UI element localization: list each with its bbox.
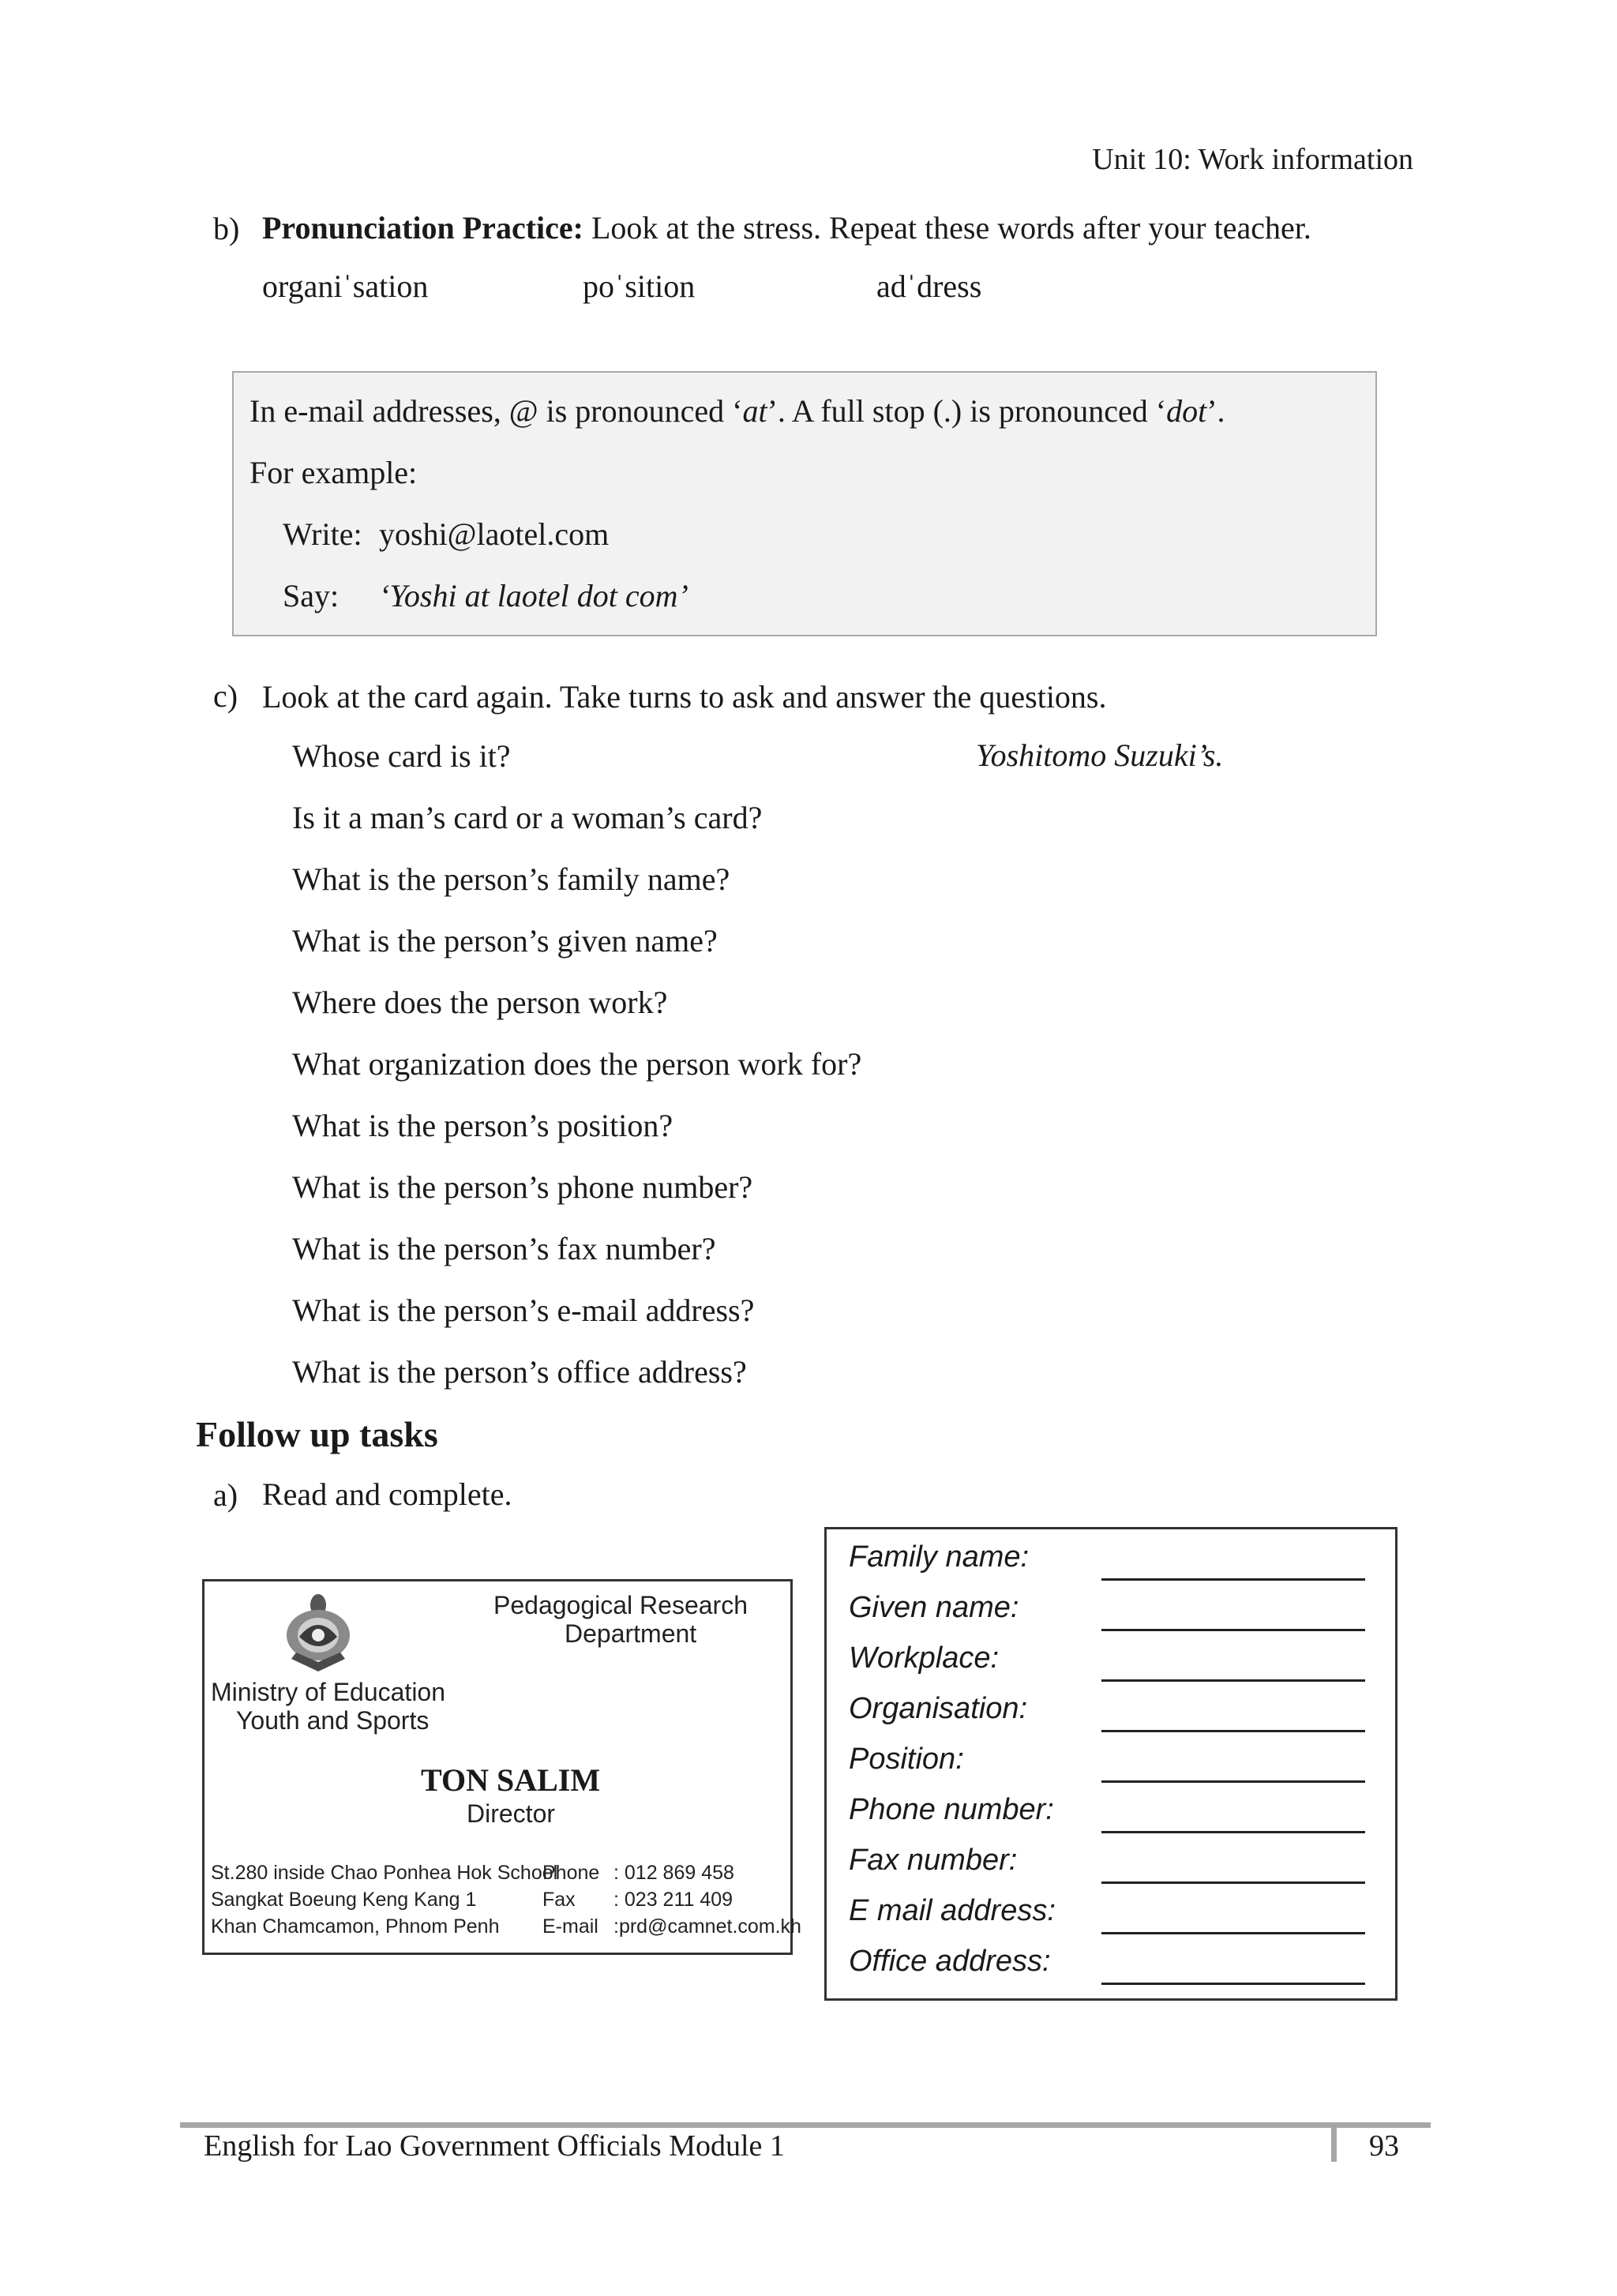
note-at: at (742, 393, 767, 429)
business-card (202, 1579, 801, 1955)
follow-up-instruction: Read and complete. (262, 1476, 512, 1512)
card-person-name: TON SALIM (421, 1762, 601, 1798)
item-letter-c: c) (213, 678, 238, 714)
form-label-position: Position: (849, 1743, 964, 1776)
footer-rule (180, 2122, 1431, 2128)
card-email-label: E-mail (542, 1915, 598, 1938)
note-dot: dot (1166, 393, 1207, 429)
pronunciation-text: Look at the stress. Repeat these words after your teacher. (583, 210, 1311, 246)
note-text-b: ’. A full stop (.) is pronounced ‘ (767, 393, 1167, 429)
note-write-value: yoshi@laotel.com (379, 516, 610, 552)
card-fax-label: Fax (542, 1889, 576, 1911)
card-contact-labels (542, 1859, 599, 1940)
question-10: What is the person’s e-mail address? (292, 1292, 755, 1328)
form-blank-phone[interactable] (1101, 1831, 1365, 1833)
form-label-fax: Fax number: (849, 1844, 1018, 1877)
form-blank-position[interactable] (1101, 1780, 1365, 1783)
form-blank-given-name[interactable] (1101, 1629, 1365, 1631)
card-address-line-3: Khan Chamcamon, Phnom Penh (211, 1915, 500, 1938)
question-9: What is the person’s fax number? (292, 1231, 716, 1266)
card-address (211, 1859, 557, 1940)
form-label-organisation: Organisation: (849, 1692, 1028, 1725)
form-label-email: E mail address: (849, 1894, 1056, 1927)
complete-form (824, 1527, 1398, 2001)
card-address-line-2: Sangkat Boeung Keng Kang 1 (211, 1889, 477, 1911)
question-4: What is the person’s given name? (292, 923, 718, 959)
form-blank-family-name[interactable] (1101, 1578, 1365, 1581)
note-say-label: Say: (283, 578, 340, 613)
card-email-value: :prd@camnet.com.kh (613, 1915, 801, 1938)
question-8: What is the person’s phone number? (292, 1169, 753, 1205)
form-label-given-name: Given name: (849, 1591, 1019, 1624)
question-5: Where does the person work? (292, 985, 668, 1020)
card-contact-values (613, 1859, 801, 1940)
note-write-label: Write: (283, 516, 362, 552)
note-line-2: For example: (249, 455, 418, 490)
card-phone-value: : 012 869 458 (613, 1862, 734, 1884)
form-label-phone: Phone number: (849, 1793, 1054, 1826)
note-text-c: ’. (1206, 393, 1225, 429)
note-text-a: In e-mail addresses, @ is pronounced ‘ (249, 393, 743, 429)
footer-title: English for Lao Government Officials Module 1 (204, 2129, 785, 2163)
form-blank-organisation[interactable] (1101, 1730, 1365, 1732)
example-answer: Yoshitomo Suzuki’s. (976, 737, 1224, 773)
item-letter-a: a) (213, 1477, 238, 1513)
form-label-office-address: Office address: (849, 1945, 1051, 1978)
email-pronunciation-note (232, 371, 1377, 636)
form-blank-office-address[interactable] (1101, 1983, 1365, 1985)
stress-word-1: organiˈsation (262, 268, 429, 304)
note-say-value: ‘Yoshi at laotel dot com’ (379, 578, 688, 613)
pronunciation-title: Pronunciation Practice: (262, 210, 583, 246)
item-letter-b: b) (213, 211, 240, 246)
card-ministry-line1: Ministry of Education (211, 1678, 446, 1706)
card-ministry-line2: Youth and Sports (236, 1706, 430, 1735)
unit-header: Unit 10: Work information (1092, 143, 1413, 176)
form-blank-workplace[interactable] (1101, 1679, 1365, 1682)
card-fax-value: : 023 211 409 (613, 1889, 733, 1911)
card-phone-label: Phone (542, 1862, 600, 1884)
page-number: 93 (1369, 2129, 1399, 2163)
form-label-workplace: Workplace: (849, 1641, 1000, 1675)
note-line-1 (249, 392, 1225, 431)
ministry-crest-icon (277, 1589, 359, 1673)
form-label-family-name: Family name: (849, 1540, 1030, 1574)
stress-word-3: adˈdress (876, 268, 982, 304)
card-department-line2: Department (565, 1619, 697, 1648)
card-department-line1: Pedagogical Research (493, 1591, 748, 1619)
pronunciation-instruction (262, 208, 1311, 248)
question-1: Whose card is it? (292, 738, 511, 774)
footer-divider (1331, 2122, 1337, 2162)
question-11: What is the person’s office address? (292, 1354, 747, 1390)
follow-up-heading: Follow up tasks (196, 1414, 438, 1454)
form-blank-email[interactable] (1101, 1932, 1365, 1934)
card-person-title: Director (467, 1799, 556, 1828)
question-3: What is the person’s family name? (292, 861, 730, 897)
questions-instruction: Look at the card again. Take turns to ask and answer the questions. (262, 679, 1107, 715)
question-7: What is the person’s position? (292, 1108, 673, 1143)
question-6: What organization does the person work for? (292, 1046, 862, 1082)
form-blank-fax[interactable] (1101, 1881, 1365, 1884)
card-address-line-1: St.280 inside Chao Ponhea Hok School (211, 1862, 558, 1884)
question-2: Is it a man’s card or a woman’s card? (292, 800, 763, 835)
stress-word-2: poˈsition (583, 268, 696, 304)
